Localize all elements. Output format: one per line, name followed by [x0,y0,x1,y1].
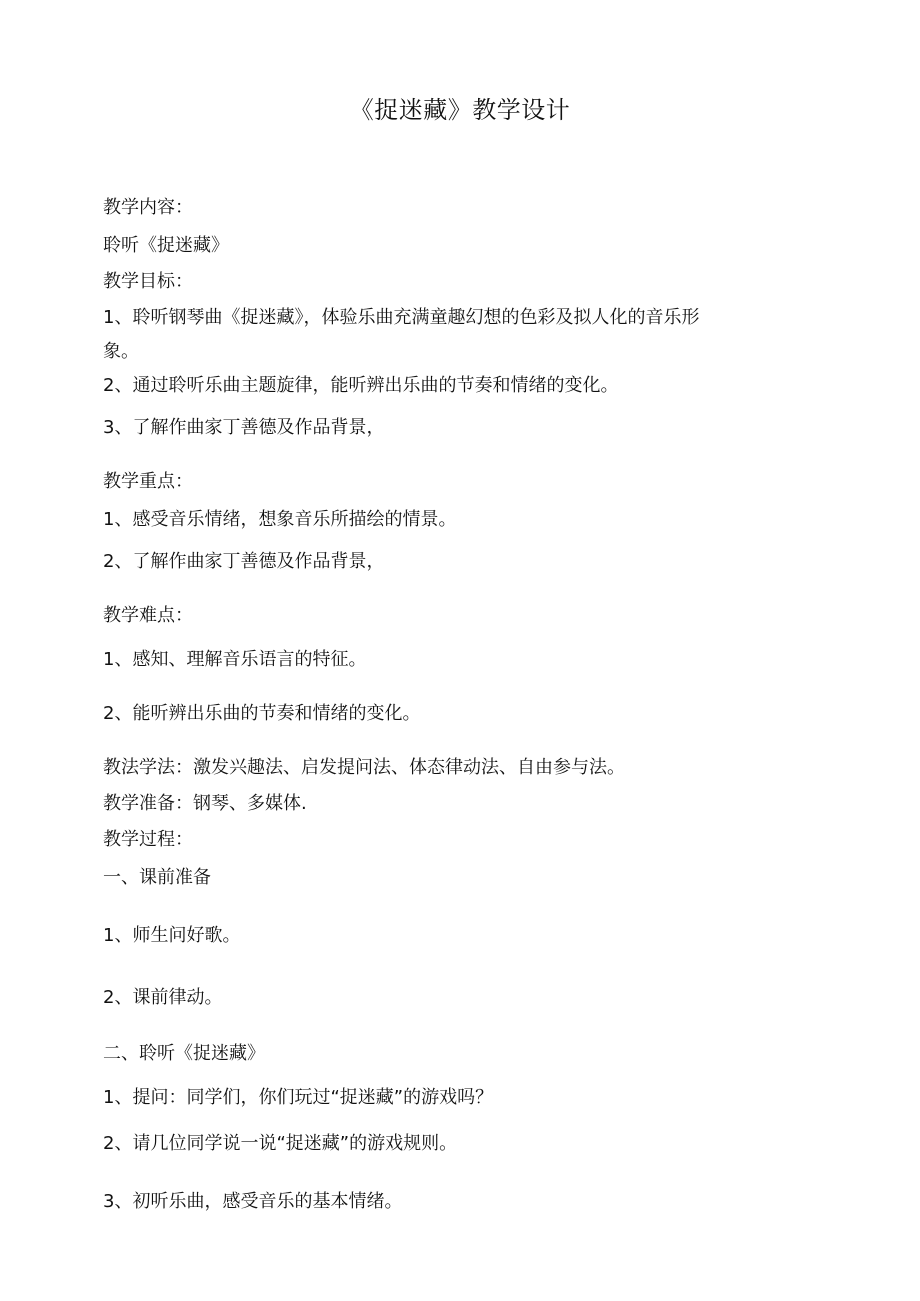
teaching-methods: 教法学法：激发兴趣法、启发提问法、体态律动法、自由参与法。 [103,757,625,778]
goal-item-1: 1、聆听钢琴曲《捉迷藏》，体验乐曲充满童趣幻想的色彩及拟人化的音乐形 [103,307,700,328]
difficulty-2: 2、能听辨出乐曲的节奏和情绪的变化。 [103,703,421,724]
pre-class-item-1: 1、师生问好歌。 [103,925,241,946]
heading-teaching-goals: 教学目标： [103,271,193,292]
text-listening-piece: 聆听《捉迷藏》 [103,235,229,256]
heading-teaching-content: 教学内容： [103,197,193,218]
heading-difficulties: 教学难点： [103,605,193,626]
heading-key-points: 教学重点： [103,471,193,492]
section-listening: 二、聆听《捉迷藏》 [103,1043,265,1064]
goal-item-3: 3、了解作曲家丁善德及作品背景， [103,417,385,438]
document-title: 《捉迷藏》教学设计 [349,96,571,124]
listening-item-2: 2、请几位同学说一说“捉迷藏”的游戏规则。 [103,1133,458,1154]
pre-class-item-2: 2、课前律动。 [103,987,223,1008]
goal-item-2: 2、通过聆听乐曲主题旋律，能听辨出乐曲的节奏和情绪的变化。 [103,375,619,396]
difficulty-1: 1、感知、理解音乐语言的特征。 [103,649,367,670]
heading-teaching-process: 教学过程： [103,829,193,850]
key-point-2: 2、了解作曲家丁善德及作品背景， [103,551,385,572]
key-point-1: 1、感受音乐情绪，想象音乐所描绘的情景。 [103,509,457,530]
goal-item-1-continued: 象。 [103,341,139,362]
listening-item-1: 1、提问：同学们，你们玩过“捉迷藏”的游戏吗？ [103,1087,494,1108]
teaching-preparation: 教学准备：钢琴、多媒体. [103,793,307,814]
section-pre-class: 一、课前准备 [103,867,211,888]
listening-item-3: 3、初听乐曲，感受音乐的基本情绪。 [103,1191,403,1212]
